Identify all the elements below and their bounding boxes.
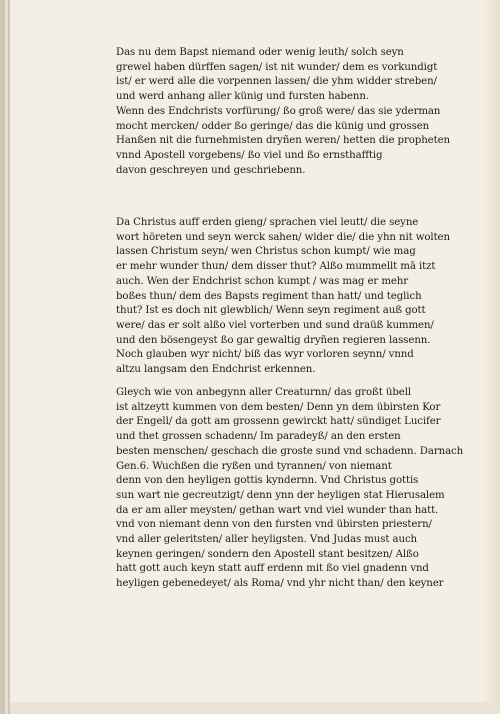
text-line: vnnd Apostell vorgebens/ ßo viel und ßo ernsthafftig: [116, 149, 383, 161]
text-line: Noch glauben wyr nicht/ biß das wyr vorloren seynn/ vnnd: [116, 349, 414, 361]
text-line: der Engell/ da gott am grossenn gewirckt hatt/ sündiget Lucifer: [116, 416, 441, 428]
text-line: lassen Christum seyn/ wen Christus schon kumpt/ wie mag: [116, 246, 416, 258]
text-line: thut? Ist es doch nit glewblich/ Wenn seyn regiment auß gott: [116, 305, 426, 317]
text-line: da er am aller meysten/ gethan wart vnd viel wunder than hatt.: [116, 504, 439, 516]
text-line: vnd von niemant denn von den fursten vnd übirsten priestern/: [116, 519, 432, 531]
text-line: und den bösengeyst ßo gar gewaltig dryñen regieren lassenn.: [116, 334, 431, 346]
text-line: und thet grossen schadenn/ Im paradeyß/ an den ersten: [116, 431, 401, 443]
text-line: were/ das er solt alßo viel vorterben und sund draüß kummen/: [116, 319, 434, 331]
text-line: heyligen gebenedeyet/ als Roma/ vnd yhr nicht than/ den keyner: [116, 578, 444, 590]
text-line: Gen.6. Wuchßen die ryßen und tyrannen/ von niemant: [116, 460, 392, 472]
text-line: besten menschen/ geschach die groste sund vnd schadenn. Darnach: [116, 445, 464, 457]
paragraph-3: [116, 386, 463, 592]
text-line: mocht mercken/ odder ßo geringe/ das die künig und grossen: [116, 120, 430, 132]
text-line: boßes thun/ dem des Bapsts regiment than hatt/ und teglich: [116, 290, 422, 302]
text-line: altzu langsam den Endchrist erkennen.: [116, 364, 316, 376]
paragraph-2: [116, 216, 450, 378]
text-line: davon geschreyen und geschriebenn.: [116, 164, 306, 176]
text-line: und werd anhang aller künig und fursten habenn.: [116, 91, 369, 103]
text-line: er mehr wunder thun/ dem disser thut? Alßo mummellt mā itzt: [116, 261, 436, 273]
text-line: keynen geringen/ sondern den Apostell stant besitzen/ Alßo: [116, 548, 419, 560]
text-line: Da Christus auff erden gieng/ sprachen viel leutt/ die seyne: [116, 217, 419, 228]
page-left-edge: [0, 0, 10, 714]
text-line: Das nu dem Bapst niemand oder wenig leuth/ solch seyn: [116, 47, 404, 58]
text-line: ist/ er werd alle die vorpennen lassen/ die yhm widder streben/: [116, 76, 437, 88]
text-line: ist altzeytt kummen von dem besten/ Denn yn dem übirsten Kor: [116, 401, 441, 413]
text-line: grewel haben dürffen sagen/ ist nit wunder/ dem es vorkundigt: [116, 61, 438, 73]
text-line: Gleych wie von anbegynn aller Creaturnn/ das großt übell: [116, 387, 412, 398]
text-line: Hanßen nit die furnehmisten dryñen weren/ hetten die propheten: [116, 135, 450, 147]
text-line: vnd aller geleritsten/ aller heyligsten. Vnd Judas must auch: [116, 534, 418, 546]
text-line: sun wart nie gecreutzigt/ denn ynn der heyligen stat Hierusalem: [116, 489, 445, 501]
text-line: Wenn des Endchrists vorfürung/ ßo groß were/ das sie yderman: [116, 105, 441, 117]
book-page: [10, 0, 500, 714]
text-line: denn von den heyligen gottis kyndernn. Vnd Christus gottis: [116, 475, 419, 487]
text-line: hatt gott auch keyn statt auff erdenn mit ßo viel gnadenn vnd: [116, 563, 429, 575]
paragraph-1: [116, 46, 450, 178]
text-line: wort höreten und seyn werck sahen/ wider die/ die yhn nit wolten: [116, 231, 450, 243]
text-line: auch. Wen der Endchrist schon kumpt / was mag er mehr: [116, 275, 409, 287]
